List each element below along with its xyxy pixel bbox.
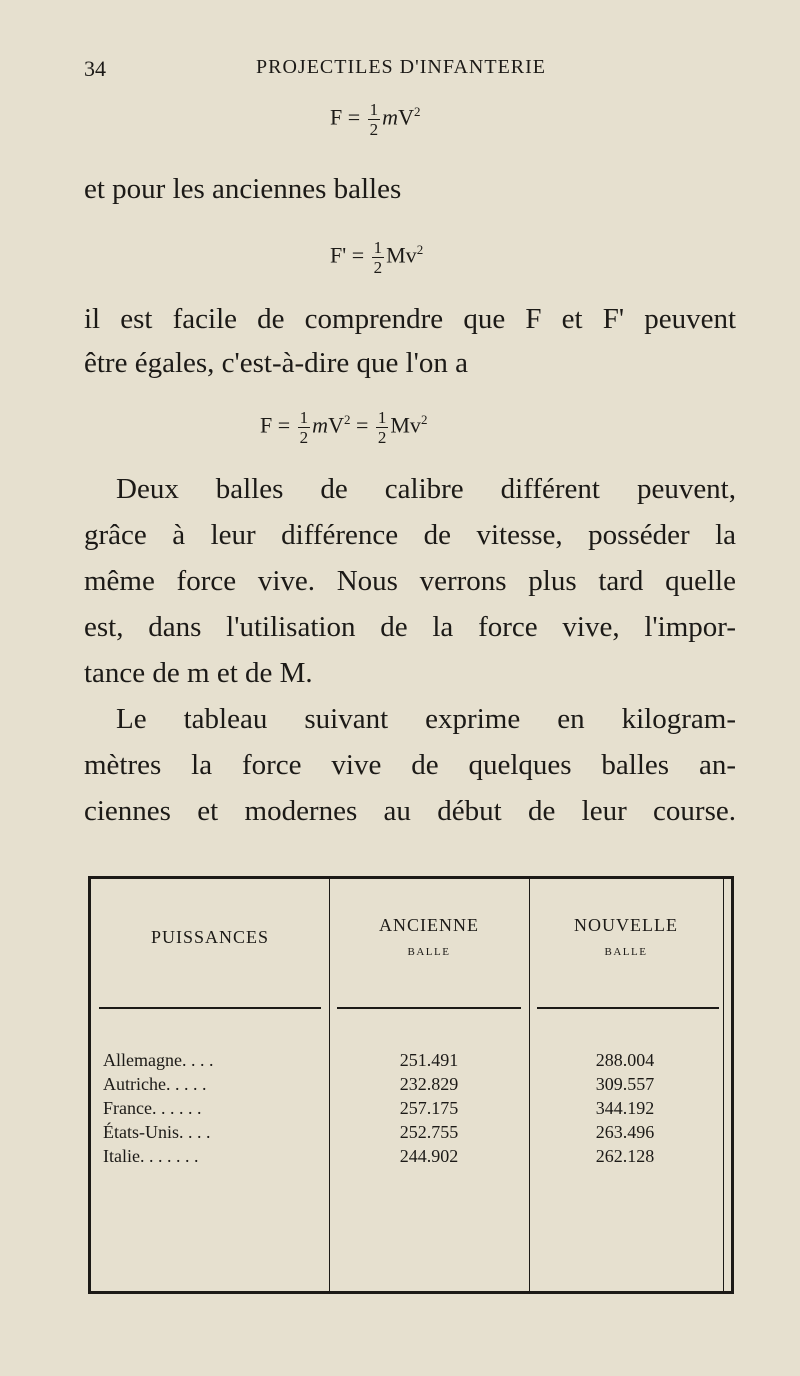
text-line: Le tableau suivant exprime en kilogram- xyxy=(116,703,736,735)
header-rule xyxy=(337,1007,521,1009)
header-nouvelle-balle xyxy=(529,915,723,958)
header-puissances: PUISSANCES xyxy=(150,927,270,947)
formula-lhs: F xyxy=(260,412,273,438)
table-row-country: France. . . . . . xyxy=(103,1098,202,1118)
formula-equality xyxy=(260,408,427,447)
formula-velocity: Mv xyxy=(386,242,417,268)
table-row-new-value: 263.496 xyxy=(595,1122,655,1142)
formula-equals: = xyxy=(355,412,369,438)
table-row-old-value: 244.902 xyxy=(399,1146,459,1166)
running-title: PROJECTILES D'INFANTERIE xyxy=(256,56,547,78)
formula-exponent: 2 xyxy=(420,412,428,428)
header-sub: BALLE xyxy=(604,946,648,958)
table-row-country: États-Unis. . . . xyxy=(103,1122,211,1142)
fraction-one-half xyxy=(372,238,385,277)
header-rule xyxy=(537,1007,719,1009)
table-row-old-value: 257.175 xyxy=(399,1098,459,1118)
table-row-old-value: 251.491 xyxy=(399,1050,459,1070)
table-row-new-value: 288.004 xyxy=(595,1050,655,1070)
fraction-numerator: 1 xyxy=(373,238,383,257)
table-row-country: Allemagne. . . . xyxy=(103,1050,214,1070)
text-line: et pour les anciennes balles xyxy=(84,173,402,205)
fraction-numerator: 1 xyxy=(377,408,387,427)
table-row-country: Italie. . . . . . . xyxy=(103,1146,199,1166)
text-line: ciennes et modernes au début de leur course. xyxy=(84,795,736,827)
formula-equals: = xyxy=(277,412,291,438)
formula-kinetic-energy-new xyxy=(330,100,420,139)
header-rule xyxy=(99,1007,321,1009)
formula-exponent: 2 xyxy=(413,104,421,120)
formula-mass: m xyxy=(312,412,329,438)
text-line: est, dans l'utilisation de la force vive, l'impor- xyxy=(84,611,736,643)
force-vive-table xyxy=(88,876,734,1294)
table-row-new-value: 262.128 xyxy=(595,1146,655,1166)
fraction-numerator: 1 xyxy=(299,408,309,427)
fraction-denominator: 2 xyxy=(299,428,309,447)
formula-mass: m xyxy=(382,104,399,130)
formula-kinetic-energy-old xyxy=(330,238,423,277)
fraction-denominator: 2 xyxy=(369,120,379,139)
table-row-old-value: 232.829 xyxy=(399,1074,459,1094)
header-ancienne-balle xyxy=(329,915,529,958)
table-row-old-value: 252.755 xyxy=(399,1122,459,1142)
formula-equals: = xyxy=(351,242,365,268)
fraction-numerator: 1 xyxy=(369,100,379,119)
formula-velocity: V xyxy=(398,104,414,130)
table-row-new-value: 344.192 xyxy=(595,1098,655,1118)
formula-lhs: F xyxy=(330,104,343,130)
header-sub: BALLE xyxy=(407,946,451,958)
fraction-one-half xyxy=(368,100,381,139)
table-row-new-value: 309.557 xyxy=(595,1074,655,1094)
fraction-one-half xyxy=(298,408,311,447)
formula-lhs: F' xyxy=(330,242,347,268)
text-line: tance de m et de M. xyxy=(84,657,313,689)
page-number: 34 xyxy=(84,56,106,81)
formula-velocity: V xyxy=(328,412,344,438)
text-line: Deux balles de calibre différent peuvent, xyxy=(116,473,736,505)
text-line: mètres la force vive de quelques balles an- xyxy=(84,749,736,781)
fraction-denominator: 2 xyxy=(373,258,383,277)
table-row-country: Autriche. . . . . xyxy=(103,1074,207,1094)
text-line: même force vive. Nous verrons plus tard quelle xyxy=(84,565,736,597)
text-line: grâce à leur différence de vitesse, posséder la xyxy=(84,519,736,551)
header-main: NOUVELLE xyxy=(574,915,678,935)
text-line: il est facile de comprendre que F et F' peuvent xyxy=(84,303,736,335)
formula-velocity: Mv xyxy=(390,412,421,438)
formula-exponent: 2 xyxy=(343,412,351,428)
text-line: être égales, c'est-à-dire que l'on a xyxy=(84,347,469,379)
fraction-one-half xyxy=(376,408,389,447)
page-header xyxy=(84,56,724,86)
header-main: ANCIENNE xyxy=(379,915,479,935)
fraction-denominator: 2 xyxy=(377,428,387,447)
formula-exponent: 2 xyxy=(416,242,424,258)
formula-equals: = xyxy=(347,104,361,130)
